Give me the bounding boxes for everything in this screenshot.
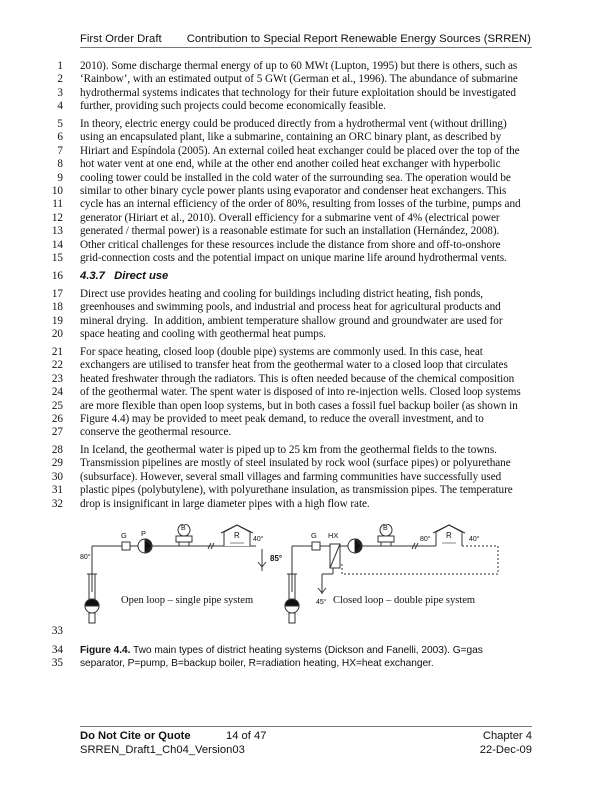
line-text: generated / thermal power) is a reasonable estimate for such an installation (Hernández, 2008). bbox=[80, 225, 500, 238]
line-text: heated freshwater through the radiators. This is often needed because of the chemical composition bbox=[80, 372, 515, 385]
line-number: 19 bbox=[51, 314, 63, 327]
line-text: Transmission pipelines are mostly of steel insulated by rock wool (surface pipes) or polyurethane bbox=[80, 457, 511, 470]
figure-caption-continued: separator, P=pump, B=backup boiler, R=radiation heating, HX=heat exchanger. bbox=[80, 657, 434, 669]
line-text: generator (Hiriart et al., 2010). Overall efficiency for a submarine vent of 4% (electrical power bbox=[80, 211, 500, 224]
open-temp-out: 40° bbox=[253, 536, 264, 543]
line-number: 11 bbox=[52, 198, 63, 211]
line-number: 25 bbox=[51, 399, 63, 412]
line-number: 15 bbox=[51, 252, 63, 264]
line-number: 3 bbox=[57, 86, 63, 99]
line-number: 30 bbox=[51, 470, 63, 483]
line-number: 28 bbox=[51, 444, 63, 456]
line-number: 13 bbox=[51, 225, 63, 238]
line-number: 2 bbox=[57, 73, 63, 86]
line-text: Hiriart and Espíndola (2005). An external coiled heat exchanger could be placed over the top of the bbox=[80, 144, 520, 157]
figure-caption-label: Figure 4.4. bbox=[80, 645, 131, 656]
line-number: 22 bbox=[51, 359, 63, 372]
line-number: 6 bbox=[57, 131, 63, 144]
header-draft-label: First Order Draft bbox=[80, 33, 162, 45]
line-number: 20 bbox=[51, 328, 63, 341]
line-text: hydrothermal systems indicates that technology for their future exploitation should be investigated bbox=[80, 86, 516, 99]
line-text: cooling tower could be installed in the cold water of the surrounding sea. The operation would be bbox=[80, 171, 511, 184]
line-text: Other critical challenges for these resources include the distance from shore and off-to-onshore bbox=[80, 238, 501, 251]
closed-radiator-label: R bbox=[446, 531, 452, 540]
line-text: conserve the geothermal resource. bbox=[80, 426, 232, 439]
line-number: 23 bbox=[51, 372, 63, 385]
line-number: 14 bbox=[51, 238, 63, 251]
footer-page-number: 14 of 47 bbox=[226, 730, 267, 742]
line-text: For space heating, closed loop (double pipe) systems are commonly used. In this case, heat bbox=[80, 346, 483, 358]
line-text: 2010). Some discharge thermal energy of up to 60 MWt (Lupton, 1995) but there is others, such as bbox=[80, 60, 518, 72]
line-text: Direct use provides heating and cooling for buildings including district heating, fish ponds, bbox=[80, 288, 484, 300]
line-number: 18 bbox=[51, 301, 63, 314]
line-number: 16 bbox=[51, 270, 63, 282]
open-pump-label: P bbox=[141, 529, 147, 538]
closed-temp-in: 85° bbox=[270, 554, 283, 563]
line-text: ‘Rainbow’, with an estimated output of 5 GWt (German et al., 1996). The abundance of submarine bbox=[80, 73, 518, 86]
line-number: 17 bbox=[51, 288, 63, 300]
footer-filename: SRREN_Draft1_Ch04_Version03 bbox=[80, 743, 245, 756]
line-text: grid-connection costs and the potential impact on unique marine life around hydrothermal vents. bbox=[80, 252, 507, 264]
line-number: 9 bbox=[57, 171, 63, 184]
closed-heat-exchanger-label: HX bbox=[328, 531, 339, 540]
line-number: 35 bbox=[51, 656, 63, 669]
district-heating-diagram bbox=[80, 524, 520, 636]
figure-caption bbox=[80, 644, 483, 657]
line-text: In Iceland, the geothermal water is piped up to 25 km from the geothermal fields to the towns. bbox=[80, 444, 497, 456]
line-number: 5 bbox=[57, 118, 63, 130]
line-text: space heating and cooling with geothermal heat pumps. bbox=[80, 328, 326, 341]
open-temp-in: 80° bbox=[80, 554, 91, 561]
section-heading: 4.3.7 Direct use bbox=[80, 270, 169, 282]
line-number: 27 bbox=[51, 426, 63, 439]
figure-4-4-district-heating bbox=[80, 524, 520, 636]
line-text: mineral drying. In addition, ambient temperature shallow ground and groundwater are used for bbox=[80, 314, 503, 327]
closed-temp-supply: 80° bbox=[420, 536, 431, 543]
line-text: similar to other binary cycle power plants using evaporator and condenser heat exchangers. This bbox=[80, 185, 507, 197]
line-number: 32 bbox=[51, 497, 63, 510]
open-radiator-label: R bbox=[234, 531, 240, 540]
line-number: 31 bbox=[51, 484, 63, 497]
line-number: 34 bbox=[51, 644, 63, 656]
closed-boiler-label: B bbox=[383, 525, 388, 532]
line-number: 8 bbox=[57, 158, 63, 171]
line-number: 29 bbox=[51, 457, 63, 470]
line-text: of the geothermal water. The spent water is disposed of into re-injection wells. Closed loop systems bbox=[80, 386, 521, 399]
line-text: greenhouses and swimming pools, and industrial and process heat for agricultural products and bbox=[80, 301, 501, 314]
closed-gas-separator-label: G bbox=[311, 531, 317, 540]
closed-loop-label: Closed loop – double pipe system bbox=[333, 595, 476, 606]
line-number: 4 bbox=[57, 100, 63, 113]
line-text: using an encapsulated plant, like a submarine, containing an ORC binary plant, as described by bbox=[80, 131, 502, 144]
line-text: cycle has an internal efficiency of the order of 80%, resulting from losses of the turbine, pumps and bbox=[80, 198, 521, 211]
line-number: 21 bbox=[51, 346, 63, 358]
page-header bbox=[80, 33, 532, 48]
page-footer bbox=[80, 726, 532, 757]
figure-caption-text: Two main types of district heating systems (Dickson and Fanelli, 2003). G=gas bbox=[133, 645, 483, 656]
line-text: plastic pipes (polybutylene), with polyurethane insulation, as transmission pipes. The temperature bbox=[80, 484, 513, 497]
closed-temp-reinject: 45° bbox=[316, 599, 327, 606]
line-number: 12 bbox=[51, 211, 63, 224]
line-number: 26 bbox=[51, 413, 63, 425]
line-number: 10 bbox=[51, 185, 63, 197]
line-text: Figure 4.4) may be provided to meet peak demand, to reduce the overall investment, and to bbox=[80, 413, 484, 425]
footer-notice: Do Not Cite or Quote bbox=[80, 730, 191, 742]
header-report-title: Contribution to Special Report Renewable Energy Sources (SRREN) bbox=[186, 33, 531, 45]
footer-date: 22-Dec-09 bbox=[479, 743, 532, 756]
line-number: 1 bbox=[57, 60, 63, 72]
line-number: 24 bbox=[51, 386, 63, 399]
footer-chapter: Chapter 4 bbox=[482, 730, 532, 742]
open-boiler-label: B bbox=[181, 525, 186, 532]
line-text: (subsurface). However, several small villages and farming communities have successfully used bbox=[80, 470, 502, 483]
line-text: In theory, electric energy could be produced directly from a hydrothermal vent (without drilling) bbox=[80, 118, 507, 130]
open-loop-label: Open loop – single pipe system bbox=[121, 595, 254, 606]
line-text: hot water vent at one end, while at the other end another coiled heat exchanger with hyperbolic bbox=[80, 158, 501, 171]
line-number: 7 bbox=[57, 144, 63, 157]
open-gas-separator-label: G bbox=[121, 531, 127, 540]
line-text: drop is insignificant in large diameter pipes with a high flow rate. bbox=[80, 497, 370, 510]
line-text: further, providing such projects could become economically feasible. bbox=[80, 100, 386, 113]
line-text: exchangers are utilised to transfer heat from the geothermal water to a closed loop that circulates bbox=[80, 359, 508, 372]
line-number: 33 bbox=[51, 625, 63, 637]
closed-temp-return: 40° bbox=[469, 536, 480, 543]
line-text: are more flexible than open loop systems, but in both cases a fossil fuel backup boiler (as shown in bbox=[80, 399, 518, 412]
